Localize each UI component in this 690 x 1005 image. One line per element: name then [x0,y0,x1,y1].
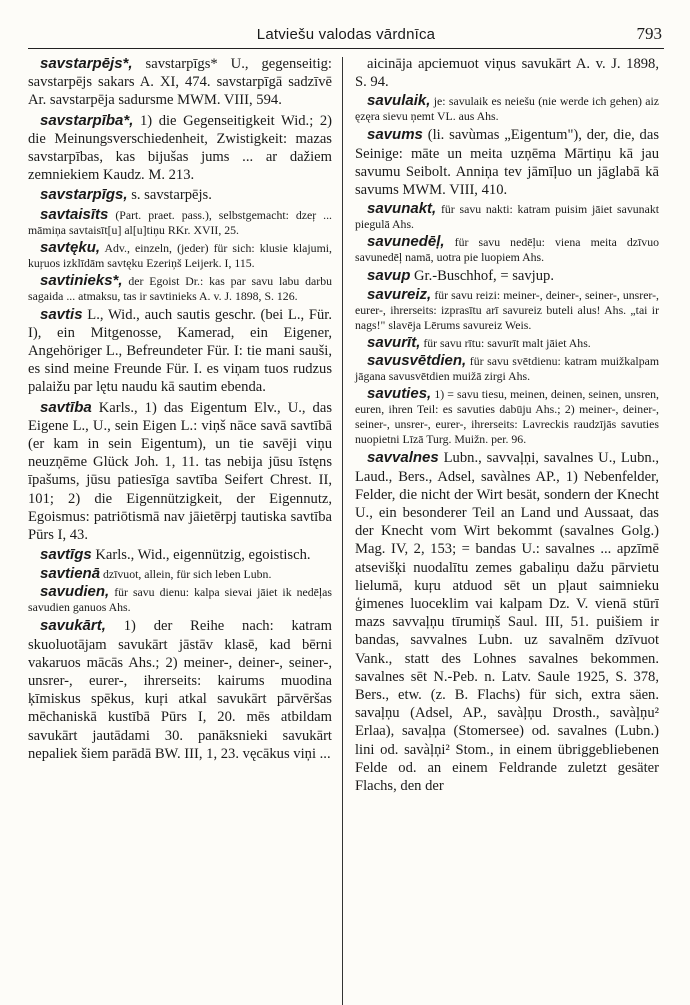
entry-headword: savtība [40,398,92,416]
entry-headword: savunedēļ, [367,233,445,251]
dictionary-entry [355,201,659,232]
entry-definition: für savu reizi: meiner-, deiner-, seiner-, unsrer-, eurer-, ihrerseits: izprasītu arī savureiz buteli alus! Ahs. „tai ir nags!" slavēja Lērums savureiz Weis. [355,288,659,333]
entry-definition: (Part. praet. pass.), selbstgemacht: dzeŗ ... māmiņa savtaisīt[u] al[u]tiņu RKr. XVII, 25. [28,207,332,237]
dictionary-entry [28,399,332,545]
entry-definition: Karls., Wid., eigennützig, egoistisch. [95,547,311,564]
entry-headword: savukārt, [40,617,106,635]
entry-definition: s. savstarpējs. [131,187,212,204]
entry-definition: 1) = savu tiesu, meinen, deinen, seinen, unsren, euren, ihren Teil: es savuties dabūju Ahs.; 2) meiner-, deiner-, seiner-, unsrer-, eurer-, ihrerseits: Lavreckis raudzījās savuties nuopietni Līzā Turg. Muižn. per. 96. [355,387,659,447]
entry-definition: (li. savùmas „Eigentum"), der, die, das Seinige: māte un meita uzņēma Mārtiņu kā jau savumu Seibolt. Anniņa tev jāmīļuo un jāglabā kā savums MWM. VIII, 410. [355,127,659,199]
entry-headword: savvalnes [367,449,439,467]
entry-definition: je: savulaik es neiešu (nie werde ich gehen) aiz ęzęra sievu ņemt VL. aus Ahs. [355,94,659,124]
dictionary-entry [28,306,332,397]
entry-headword: savtīgs [40,546,92,564]
entry-headword: savulaik, [367,92,431,110]
dictionary-entry [355,234,659,265]
entry-headword: savurīt, [367,334,421,352]
left-column [28,55,342,1005]
entry-headword: savusvētdien, [367,352,467,370]
entry-definition: aicināja apciemuot viņus savukārt A. v. J. 1898, S. 94. [355,56,659,91]
entry-headword: savtaisīts [40,205,109,223]
entry-headword: savtinieks*, [40,271,123,289]
dictionary-entry [28,273,332,304]
dictionary-entry [355,267,659,285]
entry-definition: L., Wid., auch sautis geschr. (bei L., Für. I), ein Mitgenosse, Kamerad, ein Eigener, Angehöriger L., Befreundeter Für. I: tie mani sauši, es sind meine Freunde Für. I. es viņam tuos rudzus palaižu par lętu naudu kā sautim ebenda. [28,306,333,396]
page-number: 793 [636,24,662,43]
entry-headword: savstarpējs*, [40,55,133,72]
entry-definition: Gr.-Buschhof, = savjup. [414,268,554,285]
entry-definition: für savu nakti: katram puisim jāiet savunakt piegulā Ahs. [355,202,659,232]
dictionary-entry [355,93,659,124]
dictionary-entry [28,546,332,564]
entry-headword: savup [367,267,411,285]
entry-headword: savudien, [40,583,110,601]
entry-definition: Lubn., savvaļņi, savalnes U., Lubn., Laud., Bers., Adsel, savàlnes AP., 1) Nebenfelder, Felder, die nicht der Wirt besät, sondern der Knecht U., ein besonderer Teil an Land und Aussaat, das der Knecht vom Wirt bekommt (savalnes Golg.) Mag. IV, 2, 153; = bandas U.: savalnes ... apzīmē atsevišķi nuodalītu zemes gabaliņu dažu pārvietu lielumā, kuŗu atduod sēt un pļaut saimnieku ģimenes luoceklim vai kalpam Dz. V. vienā stūrī mazs savvaļņu tīrumiņš Saul. III, 51. puišiem ir bandas, savvalnes Lubn. uz savalnēm dzīvuot Vank., statt des Lohnes savalnes bekommen. savalnes sēt N.-Peb. n. Latv. Saule 1925, S. 378, Bers., etw. (z. B. Flachs) für sich, extra säen. savaļņu (Adsel, AP., savàļņu Drosth., savàļņu² Erlaa), savaļņa (Stomersee) od. savalnes (Lubn.) lini od. savàļņi² Stom., in einem übriggebliebenen Felde od. an einem Feldrande zuletzt gesäter Flachs, den der [355,450,659,795]
right-column [343,55,659,1005]
dictionary-entry [355,353,659,384]
entry-headword: savunakt, [367,200,437,218]
dictionary-entry [28,240,332,271]
entry-headword: savuties, [367,385,432,403]
entry-definition: Karls., 1) das Eigentum Elv., U., das Eigene L., U., sein Eigen L.: viņš nāce savā savtībā (er kam in sein Eigentum), un tie savēji viņu neuzņēme Glück Joh. 1, 11. tas nebija jūsu īstęns īpašums, jūsu patiesīga savtība Seifert Chrest. II, 101; 2) die Eigennützigkeit, der Eigennutz, Egoismus: patriōtismā nav jāietērpj tautiska savtība Pūrs I, 43. [28,399,332,544]
dictionary-entry [355,335,659,351]
entry-headword: savtęku, [40,238,101,256]
entry-definition: für savu dienu: kalpa sievai jāiet ik nedēļas savudien ganuos Ahs. [28,585,332,615]
page-header [28,22,664,49]
dictionary-entry [355,55,659,91]
entry-headword: savureiz, [367,286,432,304]
dictionary-entry [28,55,332,110]
two-column-body [28,55,664,1005]
entry-headword: savtis [40,305,83,323]
dictionary-entry [28,617,332,763]
entry-definition: Adv., einzeln, (jeder) für sich: klusie klajumi, kuŗuos izklīdām savtęku Ezeriņš Leijerk. I, 115. [28,240,332,270]
entry-definition: 1) die Gegenseitigkeit Wid.; 2) die Meinungsverschiedenheit, Zwistigkeit: mazas savstarpības, kas bijušas jums ... ar dažiem zemniekiem Kaudz. M. 213. [28,112,332,184]
dictionary-entry [28,186,332,204]
dictionary-entry [355,386,659,447]
entry-headword: savtienā [40,565,101,583]
entry-definition: der Egoist Dr.: kas par savu labu darbu sagaida ... atmaksu, tas ir savtinieks A. v. J. 1898, S. 126. [28,273,332,303]
entry-definition: für savu rītu: savurīt malt jāiet Ahs. [423,336,591,351]
dictionary-entry [355,126,659,199]
entry-definition: savstarpīgs* U., gegenseitig: savstarpējs sakars A. XI, 474. savstarpīgā sadzīvē Ar. savstarpēja sadursme MWM. VIII, 594. [28,56,332,109]
entry-headword: savstarpība*, [40,111,134,129]
dictionary-entry [28,112,332,185]
entry-definition: für savu svētdienu: katram muižkalpam jāgana savusvētdien muižā zirgi Ahs. [355,354,659,384]
entry-headword: savstarpīgs, [40,186,128,204]
running-title: Latviešu valodas vārdnīca [256,26,436,43]
entry-definition: dzīvuot, allein, für sich leben Lubn. [103,567,272,582]
entry-headword: savums [367,126,423,144]
dictionary-entry [355,449,659,795]
entry-definition: für savu nedēļu: viena meita dzīvuo savunedēļ namā, uotra pie luopiem Ahs. [355,235,659,265]
entry-definition: 1) der Reihe nach: katram skuoluotājam savukārt jāstāv klasē, kad bērni vakaruos mācās Ahs.; 2) meiner-, deiner-, seiner-, unsrer-, eurer-, ihrerseits: kairums muodina ķīmiskus spēkus, kuŗi atkal savukārt pārvēršas mēchaniskā kustībā Pūrs I, 20. mēs atbildam savukārt jautādami 30. panāksnieki savukārt nepaliek šiem parādā BW. III, 1, 23. vęcākus viņi ... [28,618,333,762]
dictionary-entry [28,584,332,615]
dictionary-entry [28,566,332,582]
dictionary-entry [355,287,659,333]
dictionary-entry [28,207,332,238]
